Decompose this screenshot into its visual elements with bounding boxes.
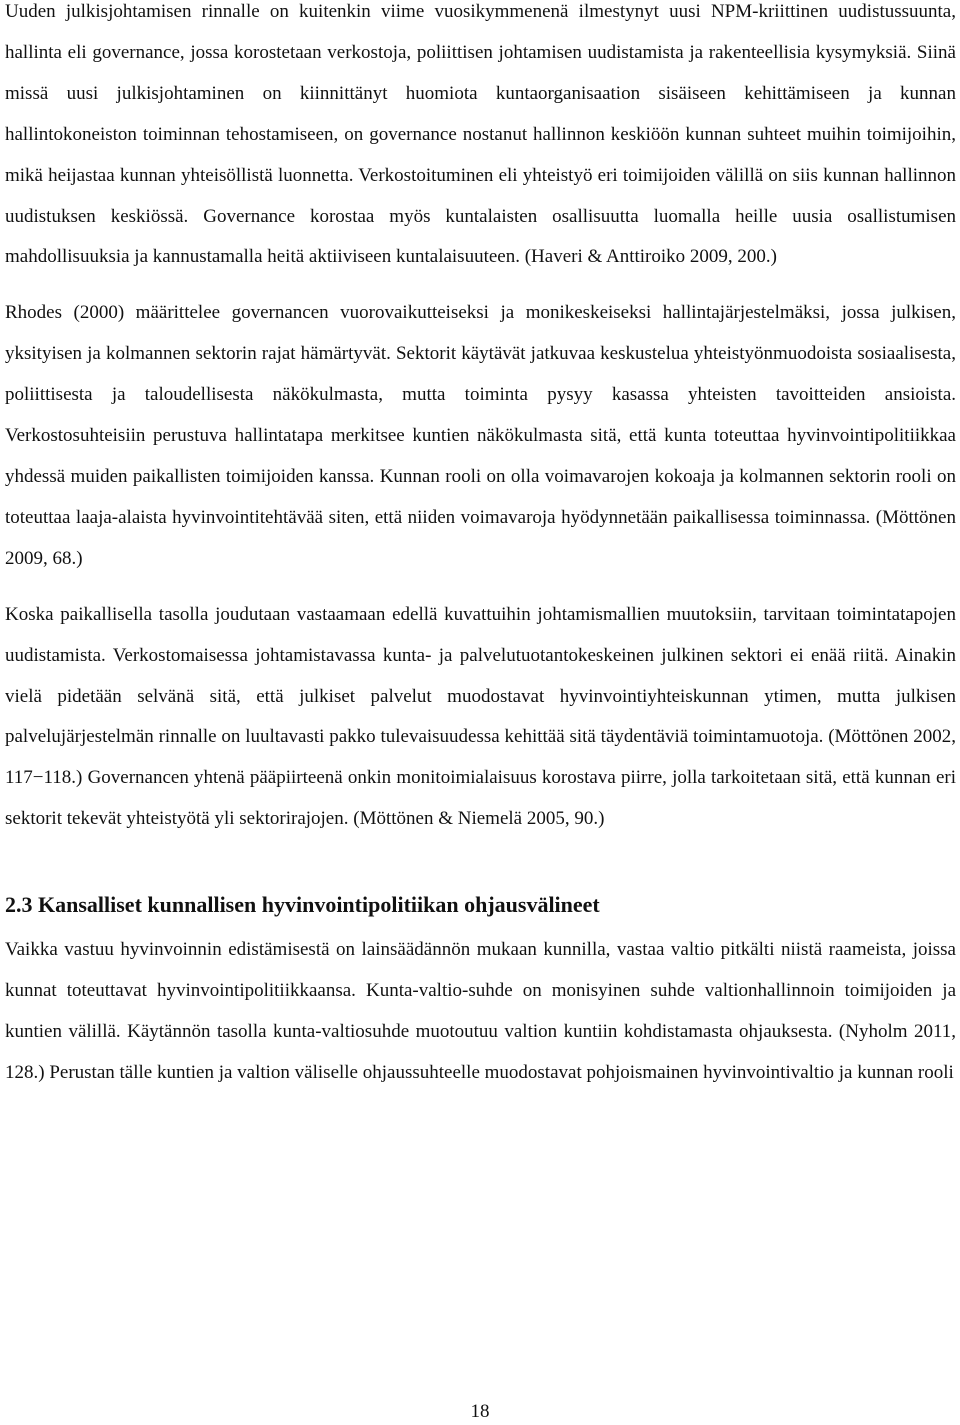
body-paragraph-local-level: Koska paikallisella tasolla joudutaan vastaamaan edellä kuvattuihin johtamismallien muutoksiin, tarvitaan toimintatapojen uudistamista. Verkostomaisessa johtamistavassa kunta- ja palvelutuotantokeskeinen julkinen sektori ei enää riitä. Ainakin vielä pidetään selvänä sitä, että julkiset palvelut muodostavat hyvinvointiyhteiskunnan ytimen, mutta julkisen palvelujärjestelmän rinnalle on luultavasti pakko tulevaisuudessa kehittää sitä täydentäviä toimintamuotoja. (Möttönen 2002, 117−118.) Governancen yhtenä pääpiirteenä onkin monitoimialaisuus korostava piirre, jolla tarkoitetaan sitä, että kunnan eri sektorit tekevät yhteistyötä yli sektorirajojen. (Möttönen & Niemelä 2005, 90.) [5,603,956,830]
body-paragraph-national-steering: Vaikka vastuu hyvinvoinnin edistämisestä on lainsäädännön mukaan kunnilla, vastaa valtio pitkälti niistä raameista, joissa kunnat toteuttavat hyvinvointipolitiikkaansa. Kunta-valtio-suhde on monisyinen suhde valtionhallinnoin toimijoiden ja kuntien välillä. Käytännön tasolla kunta-valtiosuhde muotoutuu valtion kuntiin kohdistamasta ohjauksesta. (Nyholm 2011, 128.) Perustan tälle kuntien ja valtion väliselle ohjaussuhteelle muodostavat pohjoismainen hyvinvointivaltio ja kunnan rooli [5,939,956,1083]
section-heading: 2.3 Kansalliset kunnallisen hyvinvointipolitiikan ohjausvälineet [5,892,600,918]
body-paragraph-rhodes: Rhodes (2000) määrittelee governancen vuorovaikutteiseksi ja monikeskeiseksi hallintajärjestelmäksi, jossa julkisen, yksityisen ja kolmannen sektorin rajat hämärtyvät. Sektorit käytävät jatkuvaa keskustelua yhteistyönmuodoista sosiaalisesta, poliittisesta ja taloudellisesta näkökulmasta, mutta toiminta pysyy kasassa yhteisten tavoitteiden ansioista. Verkostosuhteisiin perustuva hallintatapa merkitsee kuntien näkökulmasta sitä, että kunta toteuttaa hyvinvointipolitiikkaa yhdessä muiden paikallisten toimijoiden kanssa. Kunnan rooli on olla voimavarojen kokoaja ja kolmannen sektorin rooli on toteuttaa laaja-alaista hyvinvointitehtävää siten, että niiden voimavaroja hyödynnetään paikallisessa toiminnassa. (Möttönen 2009, 68.) [5,302,956,569]
page-number: 18 [470,1401,490,1422]
body-paragraph-governance: Uuden julkisjohtamisen rinnalle on kuitenkin viime vuosikymmenenä ilmestynyt uusi NPM-kriittinen uudistussuunta, hallinta eli governance, jossa korostetaan verkostoja, poliittisen johtamisen uudistamista ja rakenteellisia kysymyksiä. Siinä missä uusi julkisjohtaminen on kiinnittänyt huomiota kuntaorganisaation sisäiseen kehittämiseen ja kunnan hallintokoneiston toiminnan tehostamiseen, on governance nostanut hallinnon keskiöön kunnan suhteet muihin toimijoihin, mikä heijastaa kunnan yhteisöllistä luonnetta. Verkostoituminen eli yhteistyö eri toimijoiden välillä on siis kunnan hallinnon uudistuksen keskiössä. Governance korostaa myös kuntalaisten osallisuutta luomalla heille uusia osallistumisen mahdollisuuksia ja kannustamalla heitä aktiiviseen kuntalaisuuteen. (Haveri & Anttiroiko 2009, 200.) [5,1,956,268]
